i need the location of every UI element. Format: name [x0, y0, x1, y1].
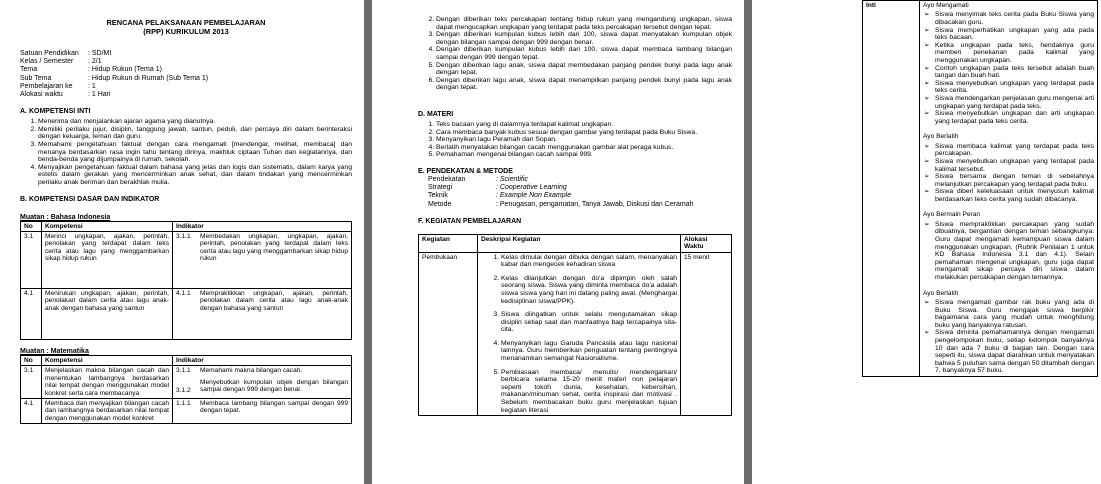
- kd-table-matematika: [20, 355, 352, 424]
- muatan-label: Muatan : Bahasa Indonesia: [20, 213, 111, 221]
- document-page-1: [0, 0, 364, 484]
- materi-list: [418, 121, 732, 159]
- table-row: [21, 366, 352, 399]
- cell-ind-no: 3.1.1: [176, 367, 191, 375]
- list-item: ➢ Siswa diberi keleluasaan untuk menyusun kalimat berdasarkan teks cerita yang sudah dibacanya.: [935, 188, 1094, 203]
- list-item: 4. Berlatih menyatakan bilangan cacah menggunakan gambar alat peraga kubus.: [436, 144, 732, 152]
- list-item: ➢ Siswa bersama dengan teman di sebelahnya melanjutkan percakapan yang terdapat pada buku.: [935, 173, 1094, 188]
- cell-kd: Menjelaskan makna bilangan cacah dan menentukan lambangnya berdasarkan nilai tempat dengan menggunakan model konkret serta cara membacanya: [42, 366, 173, 399]
- cell-ind-no: 3.1.2: [176, 386, 191, 394]
- th-kompetensi: Kompetensi: [42, 355, 173, 365]
- cell-ind-no: 4.1.1: [173, 288, 198, 339]
- cell-ind: Membedakan ungkapan, ungkapan, ajakan, perintah, penolakan yang terdapat dalam teks cerita atau lagu yang menggambarkan sikap hidup rukun: [197, 231, 352, 288]
- metode-row: Pendekatan : Scientific: [428, 175, 528, 183]
- th-deskripsi: Deskripsi Kegiatan: [478, 234, 681, 252]
- th-kegiatan: Kegiatan: [419, 234, 478, 252]
- kegiatan-table: [418, 234, 732, 417]
- list-item: ➢ Siswa menyimak teks cerita pada Buku Siswa yang dibacakan guru.: [935, 11, 1094, 26]
- list-item: 1. Menerima dan menjalankan ajaran agama yang dianutnya.: [38, 118, 352, 126]
- table-row: [21, 231, 352, 288]
- list-item: ➢ Siswa mengamati gambar rak buku yang ada di Buku Siswa. Guru mengajak siswa berpikir bagaimana cara yang mudah untuk menghitung buku yang banyaknya ratusan.: [935, 299, 1094, 329]
- cell-ind-no: 3.1.1: [173, 231, 198, 288]
- list-item: 3. Menyanyikan lagu Peramah dan Sopan.: [436, 136, 732, 144]
- cell-alokasi: 15 menit: [681, 252, 732, 416]
- table-row: [21, 288, 352, 339]
- tujuan-list: [418, 16, 732, 92]
- document-page-3: [752, 0, 1101, 484]
- list-item: 6. Dengan diberikan lagu anak, siswa dapat menampilkan panjang pendek bunyi pada lagu anak dengan tepat.: [436, 77, 732, 92]
- cell-kegiatan: Pembukaan: [419, 252, 478, 416]
- list-item: ➢ Siswa memperhatikan ungkapan yang ada pada teks bacaan.: [935, 27, 1094, 42]
- section-heading-b: B. KOMPETENSI DASAR DAN INDIKATOR: [20, 195, 160, 203]
- identity-row: Sub Tema : Hidup Rukun di Rumah (Sub Tema 1): [20, 74, 209, 82]
- list-item: ➢ Siswa menyebutkan ungkapan yang terdapat pada teks cerita.: [935, 80, 1094, 95]
- mengamati-list: [923, 11, 1094, 125]
- inti-table: [862, 0, 1098, 377]
- bermain-peran-list: [923, 221, 1094, 282]
- cell-ind: Mempraktikkan ungkapan, ajakan, perintah, penolakan dalam cerita atau lagu anak-anak dengan bahasa yang santun: [197, 288, 352, 339]
- pembukaan-steps: [481, 254, 677, 415]
- doc-subtitle: (RPP) KURIKULUM 2013: [143, 27, 229, 36]
- list-item: 4. Menyajikan pengetahuan faktual dalam bahasa yang jelas dan logis dan sistematis, dalam karya yang estetis dalam gerakan yang mencerminkan anak sehat, dan dalam tindakan yang mencerminkan perilaku anak beriman dan berakhlak mulia.: [38, 164, 352, 187]
- list-item: 3. Dengan diberikan kumpulan kubus lebih dari 100, siswa dapat menyatakan kumpulan objek dengan bilangan sampai dengan 999 dengan benar.: [436, 31, 732, 46]
- page-gap: [364, 0, 372, 484]
- list-item: 3. Siswa diingatkan untuk selalu mengutamakan sikap disiplin setiap saat dan manfaatnya bagi tercapainya sita-cita.: [501, 311, 677, 334]
- group-heading: Ayo Berlatih: [923, 289, 959, 297]
- list-item: ➢ Siswa membaca kalimat yang terdapat pada teks percakapan.: [935, 143, 1094, 158]
- berlatih-list: [923, 143, 1094, 204]
- list-item: ➢ Siswa mendengarkan penjelasan guru mengenai arti ungkapan yang terdapat pada teks.: [935, 95, 1094, 110]
- th-indikator: Indikator: [173, 355, 352, 365]
- list-item: 1. Kelas dimulai dengan dibuka dengan salam, menanyakan kabar dan mengecek kehadiran siswa: [501, 254, 677, 269]
- cell-ind: Memahami makna bilangan cacah.: [200, 367, 303, 375]
- identity-row: Satuan Pendidikan : SD/MI: [20, 50, 112, 57]
- identity-block: [20, 50, 352, 99]
- th-kompetensi: Kompetensi: [42, 221, 173, 231]
- list-item: 4. Dengan diberikan kumpulan kubus lebih dari 100, siswa dapat membaca lambang bilangan sampai dengan 999 dengan tepat.: [436, 46, 732, 61]
- list-item: ➢ Contoh ungkapan pada teks tersebut adalah buah tangan dan buah hati.: [935, 65, 1094, 80]
- list-item: 2. Cara membaca banyak kubus sesuai dengan gambar yang terdapat pada Buku Siswa.: [436, 129, 732, 137]
- list-item: 5. Pemahaman mengenai bilangan cacah sampai 999.: [436, 151, 732, 159]
- cell-ind: Menyebutkan kumpulan objek dengan bilangan sampai dengan 999 dengan benar.: [200, 378, 348, 394]
- cell-ind-no: 1.1.1: [173, 399, 198, 424]
- list-item: 4. Menyanyikan lagu Garuda Pancasila atau lagu nasional lainnya. Guru memberikan penguatan tentang pentingnya menanamkan semangat Nasionalisme.: [501, 340, 677, 363]
- cell-no: 3.1: [21, 231, 42, 288]
- metode-row: Metode : Penugasan, pengamatan, Tanya Jawab, Diskusi dan Ceramah: [428, 200, 694, 208]
- list-item: 2. Kelas dilanjutkan dengan do'a dipimpin oleh salah seorang siswa. Siswa yang diminta membaca do'a adalah siswa siswa yang hari ini datang paling awal. (Menghargai kedisiplinan siswa/PPK).: [501, 275, 677, 305]
- muatan-label: Muatan : Matematika: [20, 347, 89, 355]
- section-heading-d: D. MATERI: [418, 110, 454, 118]
- list-item: ➢ Siswa diminta pemahamannya dengan mengamati pengelompokan buku, setiap kelompok banyaknya 10 dan ada 7 buku di bagian lain. Dengan cara seperti itu, siswa dapat diarahkan untuk menyatakan bahwa 5 puluhan sama dengan 50 ditambah dengan 7, banyaknya 57 buku.: [935, 329, 1094, 375]
- list-item: 5. Dengan diberikan lagu anak, siswa dapat membedakan panjang pendek bunyi pada lagu anak dengan tepat.: [436, 62, 732, 77]
- list-item: 3. Memahami pengetahuan faktual dengan cara mengamati [mendengar, melihat, membaca] dan menanya berdasarkan rasa ingin tahu tentang dirinya, makhluk ciptaan Tuhan dan kegiatannya, dan benda-benda yang dijumpainya di rumah, sekolah.: [38, 141, 352, 164]
- list-item: 5. Pembiasaan membaca/ menulis/ mendengarkan/ berbicara selama 15-20 menit materi non pelajaran seperti tokoh dunia, kesehatan, kebersihan, makanan/minuman sehat, cerita inspirasi dan motivasi . Sebelum membacakan buku guru menjelaskan tujuan kegiatan literasi: [501, 369, 677, 415]
- list-item: 1. Teks bacaan yang di dalamnya terdapat kalimat ungkapan.: [436, 121, 732, 129]
- cell-no: 4.1: [21, 399, 42, 424]
- table-header-row: [419, 234, 732, 252]
- section-heading-a: A. KOMPETENSI INTI: [20, 108, 91, 116]
- list-item: 2. Memiliki perilaku jujur, disiplin, tanggung jawab, santun, peduli, dan percaya diri dalam berinteraksi dengan keluarga, teman dan guru.: [38, 126, 352, 141]
- identity-row: Pembelajaran ke : 1: [20, 82, 96, 90]
- list-item: ➢ Siswa menyebutkan ungkapan dan arti ungkapan yang terdapat pada teks cerita.: [935, 110, 1094, 125]
- list-item: ➢ Ketika ungkapan pada teks, hendaknya guru memberi penekanan pada kalimat yang menggunakan ungkapan.: [935, 42, 1094, 65]
- table-header-row: [21, 355, 352, 365]
- table-row: [863, 1, 1098, 377]
- th-alokasi: Alokasi Waktu: [681, 234, 732, 252]
- cell-kegiatan: Inti: [863, 1, 920, 377]
- list-item: ➢ Siswa mempraktikkan percakapan yang sudah dibuatnya, bergantian dengan teman sebangkunya. Guru dapat mengamati kemampuan siswa dalam menggunakan ungkapan. (Rubrik Penilaian 1 untuk KD Bahasa Indonesia 3.1 dan 4.1). Selain pemahaman mengenai ungkapan, guru juga dapat mengamati sikap percaya diri siswa dalam melakukan percakapan dengan temannya.: [935, 221, 1094, 282]
- ki-list: [20, 118, 352, 186]
- list-item: ➢ Siswa menyebutkan ungkapan yang terdapat pada kalimat tersebut.: [935, 158, 1094, 173]
- list-item: 2. Dengan diberikan teks percakapan tentang hidup rukun yang mengandung ungkapan, siswa dapat mengucapkan ungkapan yang terdapat pada teks percakapan tersebut dengan tepat.: [436, 16, 732, 31]
- metode-row: Teknik : Example Non Example: [428, 192, 572, 200]
- metode-block: [418, 176, 732, 209]
- cell-kd: Merinci ungkapan, ajakan, perintah, penolakan yang terdapat dalam teks cerita atau lagu yang menggambarkan sikap hidup rukun: [42, 231, 173, 288]
- th-no: No: [21, 355, 42, 365]
- cell-ind: Membaca lambang bilangan sampai dengan 999 dengan tepat.: [197, 399, 352, 424]
- document-page-2: [372, 0, 744, 484]
- th-indikator: Indikator: [173, 221, 352, 231]
- table-row: [21, 399, 352, 424]
- page-gap: [744, 0, 752, 484]
- kd-table-bahasa: [20, 221, 352, 340]
- section-heading-e: E. PENDEKATAN & METODE: [418, 167, 513, 175]
- table-header-row: [21, 221, 352, 231]
- cell-no: 3.1: [21, 366, 42, 399]
- group-heading: Ayo Mengamati: [923, 2, 969, 9]
- berlatih-2-list: [923, 299, 1094, 375]
- cell-kd: Menirukan ungkapan, ajakan, perintah, penolakan dalam cerita atau lagu anak-anak dengan bahasa yang santun: [42, 288, 173, 339]
- identity-row: Kelas / Semester : 2/1: [20, 58, 102, 66]
- identity-row: Tema : Hidup Rukun (Tema 1): [20, 66, 162, 74]
- doc-title: RENCANA PELAKSANAAN PEMBELAJARAN: [106, 18, 266, 27]
- group-heading: Ayo Berlatih: [923, 133, 959, 141]
- th-no: No: [21, 221, 42, 231]
- cell-kd: Membaca dan menyajikan bilangan cacah dan lambangnya berdasarkan nilai tempat dengan menggunakan model konkret: [42, 399, 173, 424]
- cell-no: 4.1: [21, 288, 42, 339]
- table-row: [419, 252, 732, 416]
- section-heading-f: F. KEGIATAN PEMBELAJARAN: [418, 217, 522, 225]
- metode-row: Strategi : Cooperative Learning: [428, 184, 567, 192]
- group-heading: Ayo Bermain Peran: [923, 211, 981, 219]
- identity-row: Alokasi waktu : 1 Hari: [20, 91, 111, 99]
